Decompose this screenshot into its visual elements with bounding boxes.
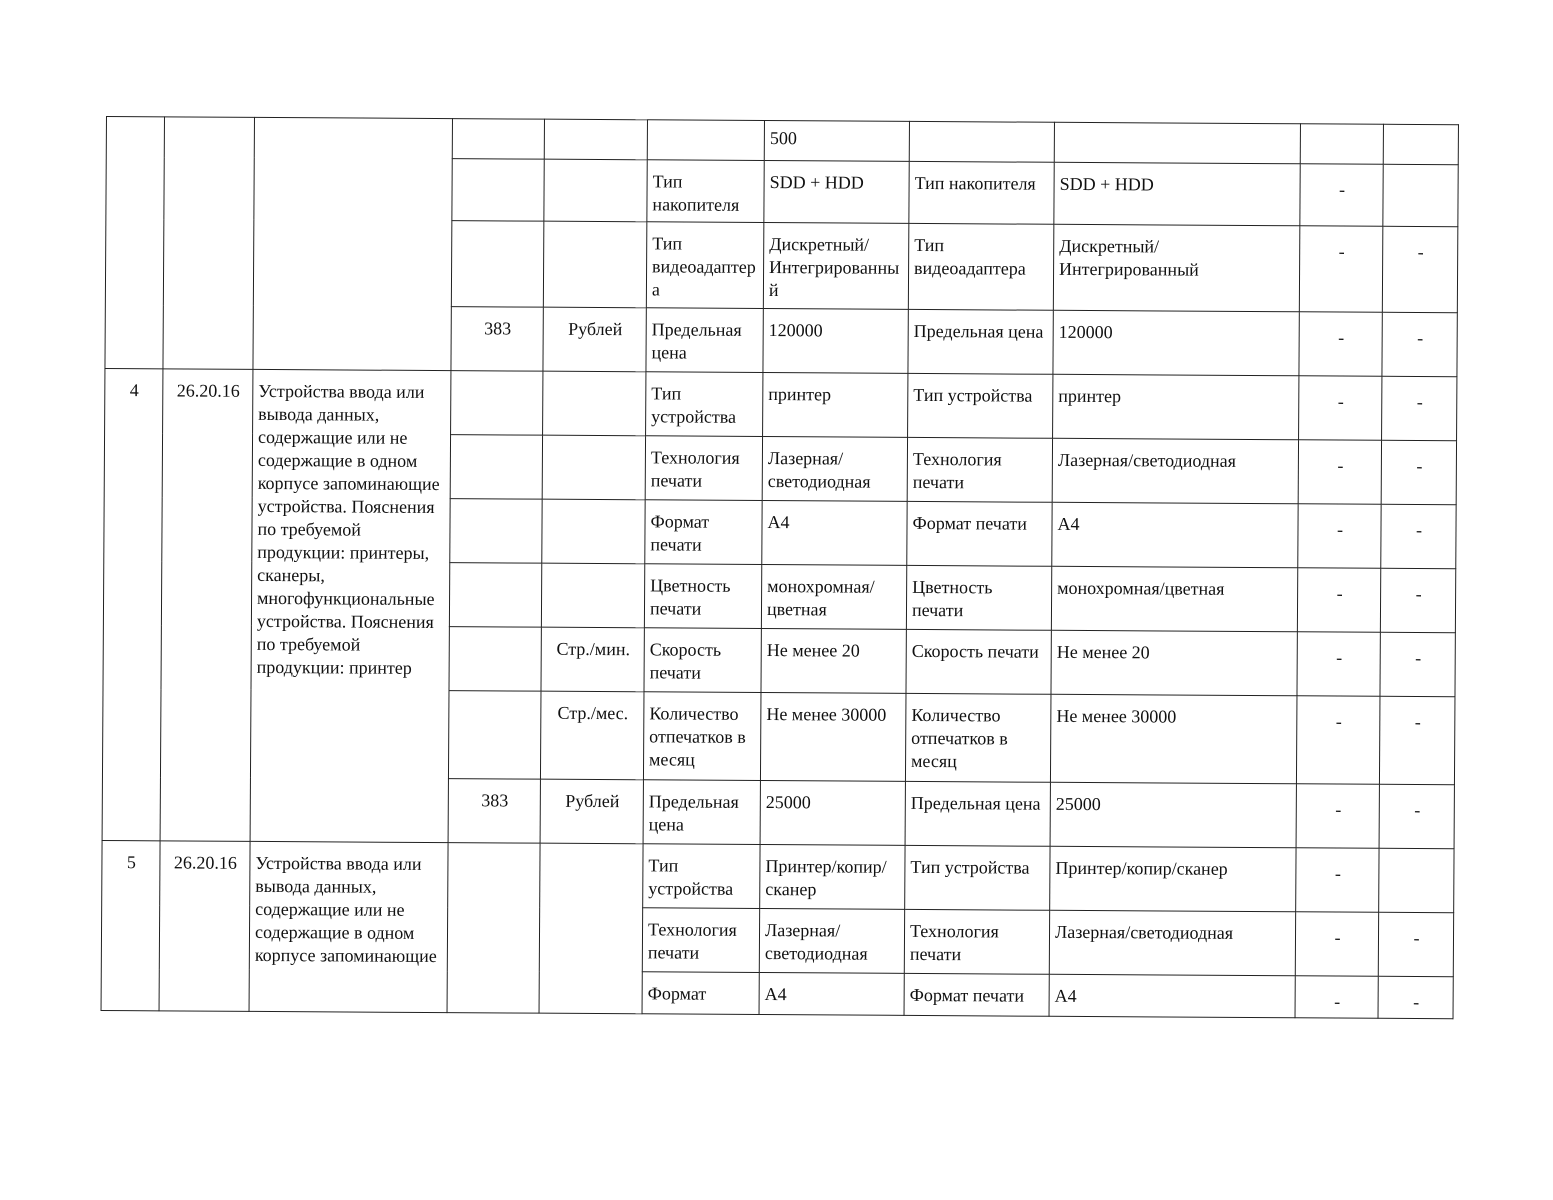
okei-code-cell: 383 <box>451 307 543 372</box>
value-cell: А4 <box>759 973 904 1016</box>
approved-characteristic-cell: Формат печати <box>904 973 1049 1016</box>
unit-cell: Стр./мин. <box>541 627 644 692</box>
justification-cell: - <box>1296 696 1380 785</box>
okpd-code-cell: 26.20.16 <box>159 841 250 1012</box>
function-cell: - <box>1382 226 1458 312</box>
approved-characteristic-cell: Тип устройства <box>905 845 1050 910</box>
value-cell: принтер <box>763 373 908 438</box>
characteristic-cell: Скорость печати <box>644 628 761 693</box>
unit-cell <box>543 221 647 308</box>
table-row <box>102 840 1454 912</box>
function-cell: - <box>1381 504 1456 568</box>
approved-value-cell: А4 <box>1049 974 1295 1018</box>
function-cell: - <box>1380 568 1455 632</box>
approved-value-cell: Не менее 20 <box>1051 630 1297 696</box>
approved-value-cell: 120000 <box>1053 310 1299 376</box>
justification-cell: - <box>1297 568 1380 633</box>
approved-characteristic-cell: Предельная цена <box>905 781 1050 846</box>
approved-characteristic-cell: Тип устройства <box>908 373 1053 438</box>
characteristic-cell: Тип устройства <box>646 372 763 437</box>
okei-code-cell <box>450 499 542 564</box>
justification-cell: - <box>1298 440 1381 505</box>
approved-characteristic-cell: Количество отпечатков в месяц <box>905 693 1051 782</box>
product-name-cell: Устройства ввода или вывода данных, содержащие или не содержащие в одном корпусе запоминающие устройства. Пояснения по требуемой продукции: принтеры, сканеры, многофункциональные устройства. Пояснения по требуемой продукции: принтер <box>250 369 451 842</box>
characteristic-cell: Тип накопителя <box>647 160 764 223</box>
approved-value-cell: Не менее 30000 <box>1050 694 1297 784</box>
unit-cell <box>543 371 646 436</box>
function-cell <box>1379 848 1454 912</box>
approved-characteristic-cell: Технология печати <box>907 437 1052 502</box>
approved-value-cell: 25000 <box>1050 782 1296 848</box>
justification-cell: - <box>1300 164 1383 227</box>
unit-cell <box>544 159 647 222</box>
justification-cell: - <box>1296 848 1379 913</box>
value-cell: монохромная/ цветная <box>761 565 906 630</box>
okei-code-cell <box>448 691 541 780</box>
function-cell: - <box>1379 784 1454 848</box>
value-cell: Принтер/копир/сканер <box>760 845 905 910</box>
approved-value-cell: А4 <box>1052 502 1298 568</box>
justification-cell: - <box>1296 784 1379 849</box>
row-number-cell <box>105 117 165 369</box>
unit-cell: Рублей <box>540 779 643 844</box>
approved-value-cell <box>1054 122 1300 164</box>
value-cell: SDD + HDD <box>764 161 909 224</box>
product-name-cell: Устройства ввода или вывода данных, содержащие или не содержащие в одном корпусе запоминающие <box>249 841 448 1012</box>
approved-characteristic-cell: Тип видеоадаптера <box>908 223 1054 310</box>
value-cell: 25000 <box>760 781 905 846</box>
characteristic-cell: Формат печати <box>645 500 762 565</box>
row-number-cell: 4 <box>102 368 163 840</box>
approved-characteristic-cell: Предельная цена <box>908 309 1053 374</box>
function-cell <box>1383 164 1458 226</box>
value-cell: Дискретный/Интегрированный <box>763 223 909 310</box>
unit-cell <box>542 499 645 564</box>
function-cell: - <box>1380 632 1455 696</box>
value-cell: А4 <box>762 501 907 566</box>
approved-value-cell: принтер <box>1053 374 1299 440</box>
okei-code-cell <box>451 221 544 308</box>
function-cell: - <box>1382 376 1457 440</box>
function-cell: - <box>1382 312 1457 376</box>
function-cell: - <box>1378 912 1453 976</box>
justification-cell <box>1300 124 1383 165</box>
value-cell: Не менее 30000 <box>760 693 906 782</box>
justification-cell: - <box>1295 976 1378 1019</box>
okpd-code-cell <box>163 117 255 370</box>
approved-characteristic-cell: Скорость печати <box>906 629 1051 694</box>
value-cell: Лазерная/светодиодная <box>762 437 907 502</box>
okei-code-cell <box>447 843 540 1014</box>
approved-characteristic-cell: Формат печати <box>907 501 1052 566</box>
requirements-table <box>101 116 1459 1019</box>
characteristic-cell: Формат <box>642 972 759 1015</box>
function-cell: - <box>1378 976 1453 1018</box>
approved-value-cell: монохромная/цветная <box>1051 566 1297 632</box>
justification-cell: - <box>1299 376 1382 441</box>
okei-code-cell: 383 <box>448 779 540 844</box>
justification-cell: - <box>1297 632 1380 697</box>
approved-characteristic-cell: Тип накопителя <box>909 161 1054 224</box>
characteristic-cell: Предельная цена <box>643 780 760 845</box>
justification-cell: - <box>1295 912 1378 977</box>
value-cell: Лазерная/светодиодная <box>759 909 904 974</box>
table-row <box>105 368 1457 440</box>
okpd-code-cell: 26.20.16 <box>160 369 253 842</box>
row-number-cell: 5 <box>101 840 160 1010</box>
characteristic-cell: Технология печати <box>645 436 762 501</box>
unit-cell: Стр./мес. <box>540 691 644 780</box>
characteristic-cell: Технология печати <box>642 908 759 973</box>
justification-cell: - <box>1299 312 1382 377</box>
approved-value-cell: Дискретный/Интегрированный <box>1053 224 1300 312</box>
okei-code-cell <box>452 119 544 160</box>
unit-cell <box>544 119 647 160</box>
unit-cell <box>539 843 643 1014</box>
approved-characteristic-cell: Технология печати <box>904 909 1049 974</box>
function-cell: - <box>1379 696 1455 784</box>
characteristic-cell <box>647 120 764 161</box>
characteristic-cell: Цветность печати <box>644 564 761 629</box>
function-cell <box>1383 124 1458 164</box>
approved-value-cell: Лазерная/светодиодная <box>1049 910 1295 976</box>
approved-value-cell: Лазерная/светодиодная <box>1052 438 1298 504</box>
unit-cell <box>542 435 645 500</box>
characteristic-cell: Тип видеоадаптера <box>646 222 764 309</box>
approved-value-cell: SDD + HDD <box>1054 162 1300 226</box>
okei-code-cell <box>452 159 544 222</box>
okei-code-cell <box>449 627 541 692</box>
okei-code-cell <box>449 563 541 628</box>
unit-cell <box>541 563 644 628</box>
justification-cell: - <box>1298 504 1381 569</box>
okei-code-cell <box>450 435 542 500</box>
approved-characteristic-cell: Цветность печати <box>906 565 1051 630</box>
product-name-cell <box>253 117 453 370</box>
characteristic-cell: Количество отпечатков в месяц <box>643 692 761 781</box>
characteristic-cell: Тип устройства <box>643 844 760 909</box>
unit-cell: Рублей <box>543 307 646 372</box>
value-cell: 500 <box>764 121 909 162</box>
value-cell: 120000 <box>763 309 908 374</box>
approved-characteristic-cell <box>909 121 1054 162</box>
approved-value-cell: Принтер/копир/сканер <box>1050 846 1296 912</box>
value-cell: Не менее 20 <box>761 629 906 694</box>
table-row <box>106 117 1458 165</box>
function-cell: - <box>1381 440 1456 504</box>
characteristic-cell: Предельная цена <box>646 308 763 373</box>
justification-cell: - <box>1299 226 1383 313</box>
okei-code-cell <box>451 371 543 436</box>
